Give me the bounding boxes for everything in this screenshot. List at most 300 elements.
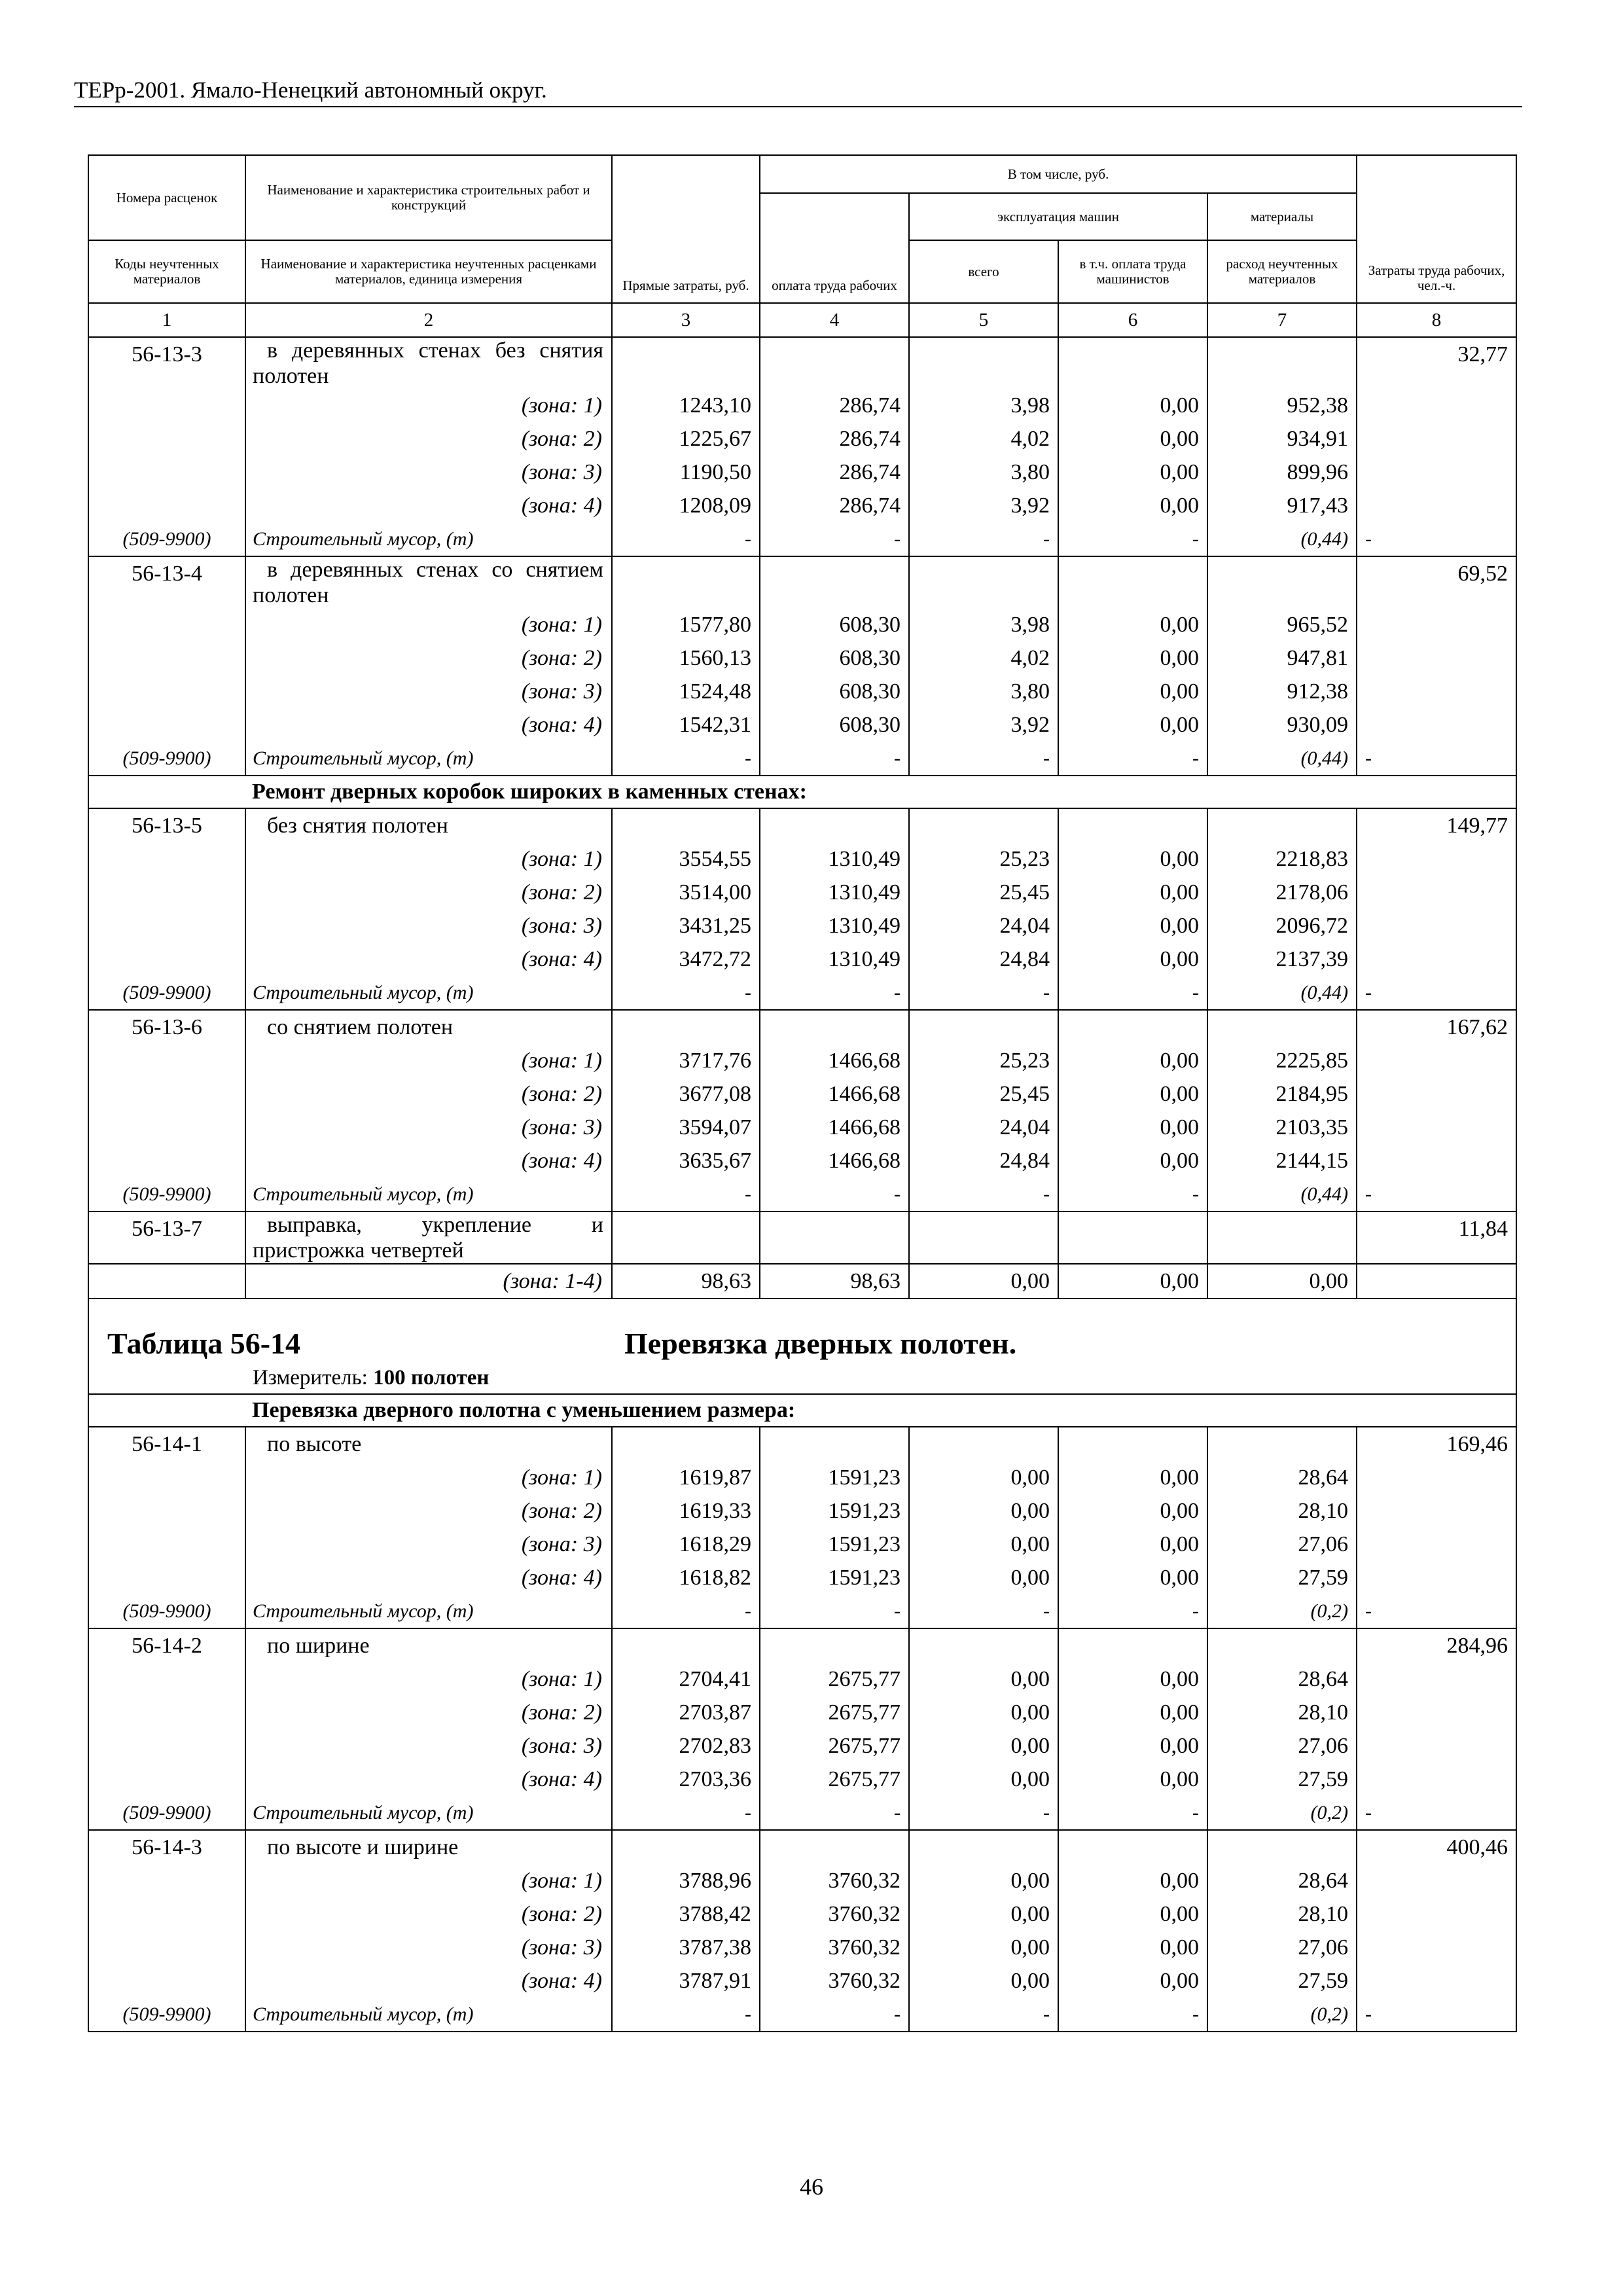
zone-value: 286,74 (760, 456, 909, 489)
zone-value: 1310,49 (760, 842, 909, 876)
empty-cell (1357, 1111, 1516, 1144)
dash-cell: - (1357, 522, 1516, 556)
zone-row (88, 1144, 1516, 1177)
empty-cell (1357, 1264, 1516, 1299)
empty-cell (760, 1628, 909, 1662)
dash-cell: - (612, 522, 760, 556)
zone-value: 3,80 (909, 675, 1058, 708)
dash-cell: - (1058, 522, 1207, 556)
empty-cell (88, 1264, 245, 1299)
zone-value: 0,00 (1058, 1494, 1207, 1528)
dash-cell: - (1357, 976, 1516, 1010)
zone-value: 0,00 (1058, 1964, 1207, 1998)
zone-row (88, 1077, 1516, 1111)
material-name: Строительный мусор, (т) (245, 742, 612, 776)
empty-cell (88, 776, 245, 808)
empty-cell (1357, 842, 1516, 876)
labor-cost: 167,62 (1357, 1010, 1516, 1044)
zone-value: 286,74 (760, 489, 909, 522)
debris-qty: (0,2) (1207, 1796, 1357, 1830)
zone-value: 3,98 (909, 608, 1058, 641)
debris-qty: (0,44) (1207, 1177, 1357, 1211)
zone-row (88, 489, 1516, 522)
empty-cell (1357, 1561, 1516, 1594)
empty-cell (1207, 337, 1357, 389)
empty-cell (1357, 1763, 1516, 1796)
zone-value: 0,00 (909, 1964, 1058, 1998)
zone-label: (зона: 4) (245, 1561, 612, 1594)
zone-row (88, 1044, 1516, 1077)
zone-value: 1618,82 (612, 1561, 760, 1594)
col-num: 4 (760, 303, 909, 337)
zone-value: 3787,38 (612, 1931, 760, 1964)
zone-value: 25,23 (909, 842, 1058, 876)
zone-label: (зона: 1) (245, 1864, 612, 1897)
zone-label: (зона: 2) (245, 1897, 612, 1931)
empty-cell (1357, 1696, 1516, 1729)
labor-cost: 400,46 (1357, 1830, 1516, 1864)
zone-value: 2137,39 (1207, 942, 1357, 976)
table-row (88, 1211, 1516, 1264)
dash-cell: - (909, 1594, 1058, 1628)
zone-value: 3760,32 (760, 1897, 909, 1931)
zone-value: 0,00 (1058, 1077, 1207, 1111)
debris-qty: (0,2) (1207, 1594, 1357, 1628)
material-code: (509-9900) (88, 1796, 245, 1830)
zone-value: 1310,49 (760, 942, 909, 976)
empty-cell (909, 556, 1058, 608)
rate-code: 56-13-3 (88, 337, 245, 389)
section-title-1: Ремонт дверных коробок широких в каменных стенах: (245, 776, 1516, 808)
empty-cell (88, 608, 245, 641)
empty-cell (1357, 1528, 1516, 1561)
zone-value: 0,00 (1058, 1044, 1207, 1077)
col-num: 1 (88, 303, 245, 337)
empty-cell (88, 1931, 245, 1964)
price-table (88, 154, 1517, 2032)
section-row (88, 1394, 1516, 1427)
zone-value: 28,10 (1207, 1696, 1357, 1729)
zone-value: 930,09 (1207, 708, 1357, 742)
zone-value: 0,00 (1207, 1264, 1357, 1299)
zone-value: 3,98 (909, 389, 1058, 422)
zone-value: 0,00 (909, 1561, 1058, 1594)
empty-cell (612, 1010, 760, 1044)
zone-label: (зона: 4) (245, 708, 612, 742)
zone-label: (зона: 2) (245, 876, 612, 909)
empty-cell (88, 1144, 245, 1177)
dash-cell: - (909, 1998, 1058, 2032)
zone-label: (зона: 3) (245, 675, 612, 708)
zone-value: 0,00 (1058, 389, 1207, 422)
empty-cell (1357, 876, 1516, 909)
empty-cell (1357, 608, 1516, 641)
empty-cell (909, 1427, 1058, 1461)
zone-value: 1190,50 (612, 456, 760, 489)
zone-value: 0,00 (1058, 608, 1207, 641)
col-num: 8 (1357, 303, 1516, 337)
rate-code: 56-13-7 (88, 1211, 245, 1264)
debris-qty: (0,2) (1207, 1998, 1357, 2032)
debris-qty: (0,44) (1207, 522, 1357, 556)
dash-cell: - (760, 1796, 909, 1830)
col-head-6: в т.ч. оплата труда машинистов (1058, 240, 1207, 303)
zone-value: 1591,23 (760, 1461, 909, 1494)
zone-value: 1591,23 (760, 1528, 909, 1561)
zone-value: 952,38 (1207, 389, 1357, 422)
zone-value: 0,00 (909, 1696, 1058, 1729)
zone-row (88, 1729, 1516, 1763)
zone-value: 27,06 (1207, 1528, 1357, 1561)
empty-cell (612, 337, 760, 389)
empty-cell (1058, 337, 1207, 389)
empty-cell (1357, 942, 1516, 976)
zone-value: 27,06 (1207, 1729, 1357, 1763)
zone-value: 2103,35 (1207, 1111, 1357, 1144)
zone-value: 3635,67 (612, 1144, 760, 1177)
empty-cell (909, 808, 1058, 842)
zone-value: 25,45 (909, 1077, 1058, 1111)
zone-value: 0,00 (1058, 1111, 1207, 1144)
zone-value: 0,00 (909, 1662, 1058, 1696)
work-name: со снятием полотен (245, 1010, 612, 1044)
table-row (88, 556, 1516, 608)
zone-value: 4,02 (909, 422, 1058, 456)
dash-cell: - (1058, 1796, 1207, 1830)
dash-cell: - (1357, 1998, 1516, 2032)
table-name: Перевязка дверных полотен. (624, 1327, 1017, 1360)
debris-row (88, 742, 1516, 776)
zone-value: 0,00 (1058, 456, 1207, 489)
work-name: в деревянных стенах без снятия полотен (245, 337, 612, 389)
debris-row (88, 1594, 1516, 1628)
col-num: 6 (1058, 303, 1207, 337)
empty-cell (88, 1763, 245, 1796)
zone-value: 947,81 (1207, 641, 1357, 675)
zone-label: (зона: 1) (245, 608, 612, 641)
zone-value: 0,00 (1058, 1461, 1207, 1494)
zone-value: 3472,72 (612, 942, 760, 976)
rate-code: 56-13-6 (88, 1010, 245, 1044)
empty-cell (1207, 1010, 1357, 1044)
zone-label: (зона: 3) (245, 456, 612, 489)
empty-cell (612, 1628, 760, 1662)
zone-row (88, 1111, 1516, 1144)
zone-value: 0,00 (909, 1897, 1058, 1931)
zone-value: 3788,42 (612, 1897, 760, 1931)
zone-label: (зона: 2) (245, 1077, 612, 1111)
zone-value: 2144,15 (1207, 1144, 1357, 1177)
zone-value: 0,00 (1058, 842, 1207, 876)
dash-cell: - (909, 742, 1058, 776)
zone-value: 27,59 (1207, 1964, 1357, 1998)
zone-value: 3787,91 (612, 1964, 760, 1998)
work-name: по высоте и ширине (245, 1830, 612, 1864)
debris-row (88, 976, 1516, 1010)
zone-value: 1619,33 (612, 1494, 760, 1528)
zone-value: 286,74 (760, 389, 909, 422)
zone-value: 1310,49 (760, 909, 909, 942)
empty-cell (1357, 1494, 1516, 1528)
zone-value: 3554,55 (612, 842, 760, 876)
zone-value: 917,43 (1207, 489, 1357, 522)
dash-cell: - (909, 1177, 1058, 1211)
empty-cell (760, 1010, 909, 1044)
zone-value: 25,45 (909, 876, 1058, 909)
empty-cell (88, 1461, 245, 1494)
zone-value: 0,00 (909, 1864, 1058, 1897)
zone-value: 608,30 (760, 708, 909, 742)
material-name: Строительный мусор, (т) (245, 1177, 612, 1211)
empty-cell (1058, 1211, 1207, 1264)
empty-cell (1357, 1044, 1516, 1077)
empty-cell (1357, 389, 1516, 422)
zone-value: 899,96 (1207, 456, 1357, 489)
col-head-8: Затраты труда рабочих, чел.-ч. (1357, 155, 1516, 303)
zone-value: 27,59 (1207, 1763, 1357, 1796)
empty-cell (1207, 1628, 1357, 1662)
zone-value: 2675,77 (760, 1696, 909, 1729)
empty-cell (88, 389, 245, 422)
material-name: Строительный мусор, (т) (245, 1594, 612, 1628)
empty-cell (1357, 1729, 1516, 1763)
zone-row (88, 1264, 1516, 1299)
zone-value: 3514,00 (612, 876, 760, 909)
debris-qty: (0,44) (1207, 742, 1357, 776)
zone-value: 28,64 (1207, 1864, 1357, 1897)
page-number: 46 (800, 2174, 823, 2200)
zone-label: (зона: 1) (245, 842, 612, 876)
zone-row (88, 389, 1516, 422)
zone-value: 0,00 (1058, 909, 1207, 942)
zone-row (88, 842, 1516, 876)
table-body (88, 337, 1516, 2032)
zone-label: (зона: 4) (245, 489, 612, 522)
zone-value: 3760,32 (760, 1964, 909, 1998)
empty-cell (1357, 909, 1516, 942)
empty-cell (760, 1830, 909, 1864)
zone-value: 0,00 (1058, 1931, 1207, 1964)
material-name: Строительный мусор, (т) (245, 1998, 612, 2032)
empty-cell (1058, 556, 1207, 608)
zone-value: 28,64 (1207, 1461, 1357, 1494)
zone-value: 0,00 (1058, 708, 1207, 742)
zone-value: 0,00 (909, 1763, 1058, 1796)
zone-value: 25,23 (909, 1044, 1058, 1077)
zone-value: 2225,85 (1207, 1044, 1357, 1077)
zone-value: 3,92 (909, 708, 1058, 742)
empty-cell (1357, 708, 1516, 742)
empty-cell (1357, 1931, 1516, 1964)
empty-cell (88, 708, 245, 742)
debris-row (88, 1796, 1516, 1830)
zone-label: (зона: 4) (245, 942, 612, 976)
table-number: Таблица 56-14 (107, 1327, 301, 1360)
debris-row (88, 1177, 1516, 1211)
zone-label: (зона: 3) (245, 909, 612, 942)
dash-cell: - (909, 1796, 1058, 1830)
empty-cell (1357, 641, 1516, 675)
zone-value: 0,00 (1058, 675, 1207, 708)
zone-label: (зона: 4) (245, 1763, 612, 1796)
zone-value: 2703,87 (612, 1696, 760, 1729)
zone-value: 0,00 (1058, 1144, 1207, 1177)
dash-cell: - (612, 742, 760, 776)
zone-value: 965,52 (1207, 608, 1357, 641)
empty-cell (1207, 808, 1357, 842)
zone-value: 1208,09 (612, 489, 760, 522)
empty-cell (612, 556, 760, 608)
rate-code: 56-13-4 (88, 556, 245, 608)
dash-cell: - (1058, 1594, 1207, 1628)
zone-label: (зона: 1-4) (245, 1264, 612, 1299)
work-name: по ширине (245, 1628, 612, 1662)
empty-cell (88, 1864, 245, 1897)
zone-row (88, 1662, 1516, 1696)
zone-value: 2096,72 (1207, 909, 1357, 942)
zone-value: 2218,83 (1207, 842, 1357, 876)
zone-value: 1243,10 (612, 389, 760, 422)
dash-cell: - (612, 976, 760, 1010)
labor-cost: 284,96 (1357, 1628, 1516, 1662)
zone-value: 1591,23 (760, 1494, 909, 1528)
empty-cell (909, 1211, 1058, 1264)
empty-cell (760, 337, 909, 389)
zone-label: (зона: 1) (245, 1044, 612, 1077)
zone-value: 2702,83 (612, 1729, 760, 1763)
dash-cell: - (909, 976, 1058, 1010)
dash-cell: - (1058, 976, 1207, 1010)
zone-value: 912,38 (1207, 675, 1357, 708)
material-name: Строительный мусор, (т) (245, 976, 612, 1010)
zone-value: 0,00 (1058, 1897, 1207, 1931)
zone-value: 1225,67 (612, 422, 760, 456)
empty-cell (1357, 1864, 1516, 1897)
zone-row (88, 1561, 1516, 1594)
col-head-1a: Номера расценок (88, 155, 245, 240)
work-name: по высоте (245, 1427, 612, 1461)
empty-cell (88, 1696, 245, 1729)
zone-row (88, 1897, 1516, 1931)
zone-value: 608,30 (760, 675, 909, 708)
dash-cell: - (760, 1998, 909, 2032)
zone-value: 1542,31 (612, 708, 760, 742)
col-head-mat: материалы (1207, 193, 1357, 240)
labor-cost: 11,84 (1357, 1211, 1516, 1264)
empty-cell (1357, 489, 1516, 522)
empty-cell (612, 1211, 760, 1264)
zone-row (88, 708, 1516, 742)
table-row (88, 1830, 1516, 1864)
zone-value: 1524,48 (612, 675, 760, 708)
zone-row (88, 1763, 1516, 1796)
header-rule (74, 106, 1522, 107)
zone-value: 0,00 (1058, 1662, 1207, 1696)
empty-cell (1058, 808, 1207, 842)
zone-value: 24,04 (909, 909, 1058, 942)
zone-value: 24,84 (909, 942, 1058, 976)
material-name: Строительный мусор, (т) (245, 1796, 612, 1830)
empty-cell (760, 1427, 909, 1461)
empty-cell (909, 1628, 1058, 1662)
empty-cell (88, 1662, 245, 1696)
empty-cell (1357, 1662, 1516, 1696)
zone-value: 1560,13 (612, 641, 760, 675)
empty-cell (1357, 422, 1516, 456)
empty-cell (88, 1964, 245, 1998)
zone-value: 4,02 (909, 641, 1058, 675)
zone-value: 27,06 (1207, 1931, 1357, 1964)
col-head-4: оплата труда рабочих (760, 193, 909, 303)
material-code: (509-9900) (88, 976, 245, 1010)
empty-cell (88, 641, 245, 675)
empty-cell (88, 1729, 245, 1763)
zone-value: 1310,49 (760, 876, 909, 909)
empty-cell (909, 1010, 1058, 1044)
dash-cell: - (1058, 1998, 1207, 2032)
meter-value: 100 полотен (373, 1366, 490, 1390)
zone-value: 1591,23 (760, 1561, 909, 1594)
zone-value: 0,00 (909, 1461, 1058, 1494)
empty-cell (1357, 1461, 1516, 1494)
zone-value: 28,10 (1207, 1897, 1357, 1931)
zone-row (88, 1964, 1516, 1998)
running-header: ТЕРр-2001. Ямало-Ненецкий автономный округ. (74, 77, 547, 103)
empty-cell (612, 1427, 760, 1461)
zone-value: 2704,41 (612, 1662, 760, 1696)
zone-value: 0,00 (1058, 1729, 1207, 1763)
debris-row (88, 1998, 1516, 2032)
table-row (88, 337, 1516, 389)
zone-value: 27,59 (1207, 1561, 1357, 1594)
zone-value: 0,00 (1058, 1264, 1207, 1299)
zone-row (88, 1461, 1516, 1494)
zone-value: 98,63 (760, 1264, 909, 1299)
zone-label: (зона: 2) (245, 1494, 612, 1528)
zone-value: 0,00 (1058, 1763, 1207, 1796)
zone-value: 0,00 (909, 1528, 1058, 1561)
zone-value: 1466,68 (760, 1077, 909, 1111)
empty-cell (1058, 1010, 1207, 1044)
zone-value: 2703,36 (612, 1763, 760, 1796)
zone-label: (зона: 1) (245, 1461, 612, 1494)
zone-value: 0,00 (1058, 422, 1207, 456)
zone-value: 3594,07 (612, 1111, 760, 1144)
zone-value: 0,00 (1058, 489, 1207, 522)
zone-value: 0,00 (909, 1264, 1058, 1299)
zone-value: 0,00 (1058, 1864, 1207, 1897)
zone-value: 0,00 (1058, 1696, 1207, 1729)
work-name: без снятия полотен (245, 808, 612, 842)
empty-cell (1357, 1897, 1516, 1931)
zone-value: 3788,96 (612, 1864, 760, 1897)
zone-value: 608,30 (760, 641, 909, 675)
col-num: 2 (245, 303, 612, 337)
zone-value: 1577,80 (612, 608, 760, 641)
empty-cell (1357, 1144, 1516, 1177)
table-row (88, 1427, 1516, 1461)
rate-code: 56-13-5 (88, 808, 245, 842)
dash-cell: - (909, 522, 1058, 556)
empty-cell (1058, 1628, 1207, 1662)
zone-value: 3,92 (909, 489, 1058, 522)
empty-cell (612, 808, 760, 842)
zone-value: 0,00 (909, 1494, 1058, 1528)
dash-cell: - (1058, 742, 1207, 776)
zone-value: 0,00 (1058, 641, 1207, 675)
empty-cell (88, 1394, 245, 1427)
zone-value: 2675,77 (760, 1763, 909, 1796)
